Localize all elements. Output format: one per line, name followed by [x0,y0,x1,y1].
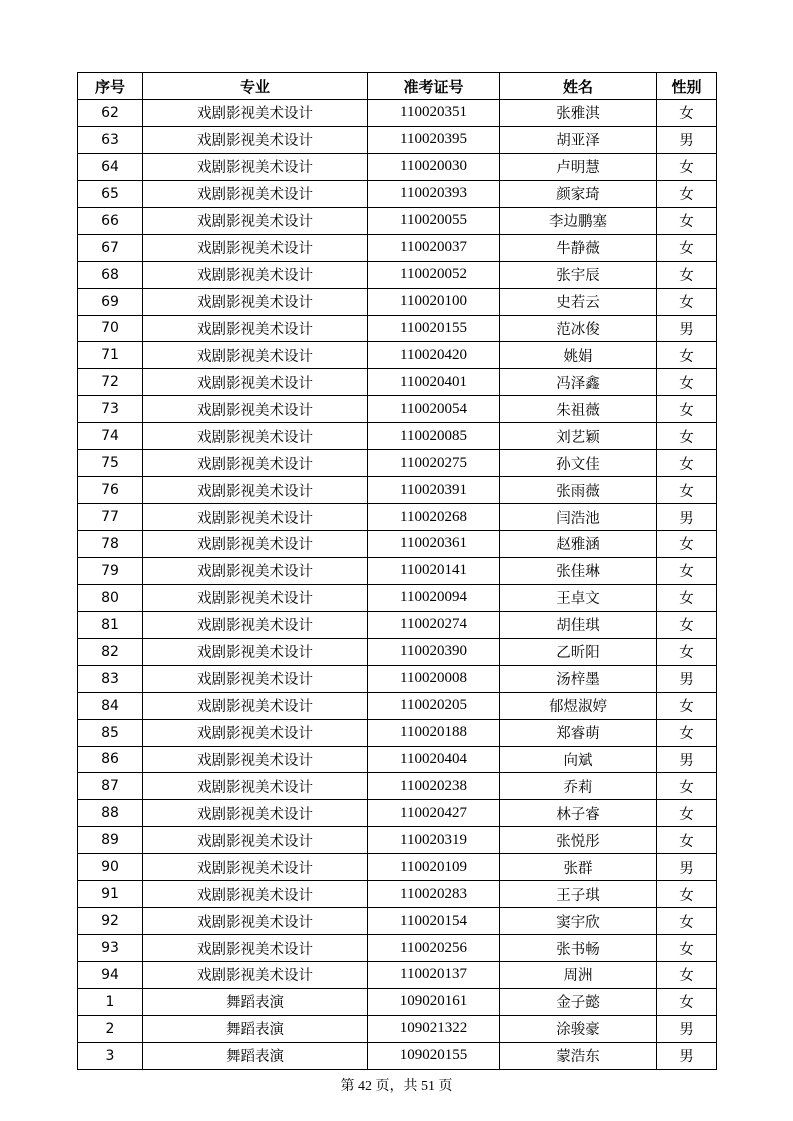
cell-index: 91 [78,881,143,908]
cell-major: 戏剧影视美术设计 [143,908,368,935]
cell-gender: 女 [657,935,717,962]
cell-index: 82 [78,638,143,665]
cell-name: 张宇辰 [500,261,657,288]
cell-name: 张书畅 [500,935,657,962]
cell-gender: 女 [657,450,717,477]
cell-name: 范冰俊 [500,315,657,342]
cell-index: 79 [78,557,143,584]
cell-name: 张雅淇 [500,100,657,127]
cell-major: 戏剧影视美术设计 [143,584,368,611]
cell-index: 67 [78,234,143,261]
cell-index: 87 [78,773,143,800]
cell-name: 蒙浩东 [500,1042,657,1069]
cell-major: 戏剧影视美术设计 [143,234,368,261]
cell-name: 史若云 [500,288,657,315]
cell-major: 戏剧影视美术设计 [143,261,368,288]
cell-gender: 男 [657,315,717,342]
table-row [78,692,717,719]
cell-gender: 女 [657,719,717,746]
cell-index: 69 [78,288,143,315]
table-row [78,531,717,558]
cell-exam-number: 110020154 [368,908,500,935]
cell-index: 86 [78,746,143,773]
table-row [78,100,717,127]
cell-name: 姚娟 [500,342,657,369]
cell-major: 戏剧影视美术设计 [143,611,368,638]
cell-index: 70 [78,315,143,342]
cell-index: 74 [78,423,143,450]
page-number-footer: 第 42 页，共 51 页 [340,1079,453,1094]
table-row [78,126,717,153]
cell-major: 戏剧影视美术设计 [143,665,368,692]
cell-exam-number: 110020390 [368,638,500,665]
cell-name: 乔莉 [500,773,657,800]
cell-exam-number: 110020008 [368,665,500,692]
cell-gender: 男 [657,854,717,881]
cell-gender: 女 [657,342,717,369]
table-row [78,207,717,234]
cell-name: 孙文佳 [500,450,657,477]
cell-exam-number: 109020161 [368,988,500,1015]
table-row [78,369,717,396]
cell-major: 戏剧影视美术设计 [143,207,368,234]
cell-major: 戏剧影视美术设计 [143,369,368,396]
cell-major: 戏剧影视美术设计 [143,531,368,558]
cell-index: 78 [78,531,143,558]
cell-name: 李边鹏塞 [500,207,657,234]
cell-name: 牛静薇 [500,234,657,261]
cell-gender: 男 [657,1015,717,1042]
cell-gender: 女 [657,234,717,261]
cell-name: 乙昕阳 [500,638,657,665]
cell-index: 68 [78,261,143,288]
cell-major: 戏剧影视美术设计 [143,800,368,827]
table-row [78,665,717,692]
cell-index: 66 [78,207,143,234]
cell-exam-number: 110020137 [368,962,500,989]
cell-exam-number: 109021322 [368,1015,500,1042]
cell-index: 80 [78,584,143,611]
cell-gender: 男 [657,126,717,153]
cell-name: 张悦彤 [500,827,657,854]
table-row [78,638,717,665]
cell-name: 颜家琦 [500,180,657,207]
cell-exam-number: 110020395 [368,126,500,153]
table-row [78,180,717,207]
cell-exam-number: 110020427 [368,800,500,827]
table-row [78,746,717,773]
cell-exam-number: 110020404 [368,746,500,773]
cell-gender: 女 [657,180,717,207]
header-name: 姓名 [500,73,657,100]
cell-exam-number: 110020420 [368,342,500,369]
cell-index: 75 [78,450,143,477]
cell-exam-number: 110020268 [368,504,500,531]
cell-gender: 男 [657,665,717,692]
cell-gender: 女 [657,692,717,719]
cell-index: 94 [78,962,143,989]
cell-name: 王卓文 [500,584,657,611]
cell-exam-number: 110020188 [368,719,500,746]
table-row [78,1042,717,1069]
cell-gender: 女 [657,100,717,127]
cell-exam-number: 110020238 [368,773,500,800]
cell-name: 卢明慧 [500,153,657,180]
candidate-list-table-wrapper [77,72,716,1070]
table-row [78,881,717,908]
cell-gender: 女 [657,153,717,180]
cell-name: 张群 [500,854,657,881]
cell-exam-number: 110020391 [368,477,500,504]
cell-exam-number: 110020393 [368,180,500,207]
cell-name: 王子琪 [500,881,657,908]
cell-name: 窦宇欣 [500,908,657,935]
cell-exam-number: 110020274 [368,611,500,638]
cell-major: 舞蹈表演 [143,1042,368,1069]
cell-major: 戏剧影视美术设计 [143,719,368,746]
cell-exam-number: 110020100 [368,288,500,315]
cell-major: 舞蹈表演 [143,1015,368,1042]
cell-name: 涂骏豪 [500,1015,657,1042]
header-gender: 性别 [657,73,717,100]
cell-exam-number: 110020361 [368,531,500,558]
cell-index: 90 [78,854,143,881]
header-major: 专业 [143,73,368,100]
cell-name: 林子睿 [500,800,657,827]
cell-major: 戏剧影视美术设计 [143,827,368,854]
cell-exam-number: 110020030 [368,153,500,180]
cell-major: 戏剧影视美术设计 [143,423,368,450]
table-row [78,719,717,746]
table-row [78,153,717,180]
cell-exam-number: 109020155 [368,1042,500,1069]
cell-gender: 女 [657,207,717,234]
cell-exam-number: 110020155 [368,315,500,342]
table-row [78,800,717,827]
cell-index: 84 [78,692,143,719]
table-row [78,908,717,935]
cell-major: 戏剧影视美术设计 [143,342,368,369]
cell-gender: 女 [657,638,717,665]
table-row [78,261,717,288]
cell-index: 72 [78,369,143,396]
table-row [78,450,717,477]
table-row [78,234,717,261]
cell-major: 戏剧影视美术设计 [143,638,368,665]
cell-name: 金子懿 [500,988,657,1015]
cell-gender: 女 [657,396,717,423]
cell-name: 闫浩池 [500,504,657,531]
cell-name: 郑睿萌 [500,719,657,746]
cell-gender: 女 [657,584,717,611]
cell-exam-number: 110020094 [368,584,500,611]
cell-name: 汤梓墨 [500,665,657,692]
cell-exam-number: 110020109 [368,854,500,881]
cell-exam-number: 110020275 [368,450,500,477]
cell-major: 戏剧影视美术设计 [143,288,368,315]
cell-major: 戏剧影视美术设计 [143,153,368,180]
cell-major: 戏剧影视美术设计 [143,450,368,477]
cell-major: 戏剧影视美术设计 [143,126,368,153]
table-row [78,611,717,638]
cell-gender: 男 [657,504,717,531]
cell-exam-number: 110020351 [368,100,500,127]
cell-gender: 女 [657,962,717,989]
cell-exam-number: 110020283 [368,881,500,908]
cell-name: 胡亚泽 [500,126,657,153]
table-row [78,962,717,989]
table-header-row [78,73,717,100]
cell-major: 戏剧影视美术设计 [143,504,368,531]
cell-index: 88 [78,800,143,827]
cell-major: 戏剧影视美术设计 [143,477,368,504]
table-row [78,315,717,342]
cell-exam-number: 110020205 [368,692,500,719]
cell-index: 71 [78,342,143,369]
cell-major: 舞蹈表演 [143,988,368,1015]
header-index: 序号 [78,73,143,100]
cell-gender: 女 [657,773,717,800]
cell-name: 郁煜淑婷 [500,692,657,719]
cell-index: 1 [78,988,143,1015]
cell-gender: 女 [657,988,717,1015]
cell-index: 93 [78,935,143,962]
cell-exam-number: 110020141 [368,557,500,584]
cell-major: 戏剧影视美术设计 [143,100,368,127]
cell-major: 戏剧影视美术设计 [143,935,368,962]
table-row [78,935,717,962]
cell-major: 戏剧影视美术设计 [143,180,368,207]
cell-major: 戏剧影视美术设计 [143,746,368,773]
table-body [78,100,717,1070]
cell-index: 89 [78,827,143,854]
cell-major: 戏剧影视美术设计 [143,315,368,342]
cell-major: 戏剧影视美术设计 [143,854,368,881]
cell-index: 76 [78,477,143,504]
cell-exam-number: 110020085 [368,423,500,450]
cell-gender: 女 [657,827,717,854]
table-row [78,827,717,854]
cell-name: 刘艺颖 [500,423,657,450]
table-row [78,557,717,584]
cell-major: 戏剧影视美术设计 [143,692,368,719]
cell-index: 85 [78,719,143,746]
cell-exam-number: 110020256 [368,935,500,962]
cell-major: 戏剧影视美术设计 [143,773,368,800]
table-row [78,504,717,531]
table-row [78,342,717,369]
cell-gender: 女 [657,423,717,450]
cell-index: 2 [78,1015,143,1042]
cell-name: 张佳琳 [500,557,657,584]
cell-gender: 男 [657,1042,717,1069]
cell-exam-number: 110020037 [368,234,500,261]
table-row [78,1015,717,1042]
cell-gender: 女 [657,369,717,396]
table-row [78,288,717,315]
cell-gender: 女 [657,261,717,288]
cell-index: 64 [78,153,143,180]
cell-index: 62 [78,100,143,127]
cell-name: 朱祖薇 [500,396,657,423]
table-row [78,396,717,423]
table-row [78,773,717,800]
candidate-list-table [77,72,717,1070]
cell-major: 戏剧影视美术设计 [143,881,368,908]
cell-index: 92 [78,908,143,935]
cell-gender: 女 [657,881,717,908]
cell-index: 81 [78,611,143,638]
cell-exam-number: 110020401 [368,369,500,396]
cell-name: 赵雅涵 [500,531,657,558]
cell-gender: 女 [657,908,717,935]
cell-major: 戏剧影视美术设计 [143,396,368,423]
cell-exam-number: 110020319 [368,827,500,854]
cell-gender: 男 [657,746,717,773]
cell-name: 张雨薇 [500,477,657,504]
table-row [78,854,717,881]
cell-gender: 女 [657,611,717,638]
cell-gender: 女 [657,800,717,827]
cell-index: 65 [78,180,143,207]
cell-exam-number: 110020054 [368,396,500,423]
cell-index: 77 [78,504,143,531]
table-row [78,477,717,504]
cell-index: 73 [78,396,143,423]
cell-name: 向斌 [500,746,657,773]
cell-name: 冯泽鑫 [500,369,657,396]
cell-exam-number: 110020055 [368,207,500,234]
cell-major: 戏剧影视美术设计 [143,962,368,989]
table-row [78,423,717,450]
table-row [78,988,717,1015]
cell-index: 83 [78,665,143,692]
cell-gender: 女 [657,288,717,315]
cell-gender: 女 [657,531,717,558]
cell-gender: 女 [657,477,717,504]
cell-index: 63 [78,126,143,153]
cell-gender: 女 [657,557,717,584]
cell-name: 周洲 [500,962,657,989]
cell-index: 3 [78,1042,143,1069]
cell-name: 胡佳琪 [500,611,657,638]
cell-exam-number: 110020052 [368,261,500,288]
table-row [78,584,717,611]
header-exam-number: 准考证号 [368,73,500,100]
cell-major: 戏剧影视美术设计 [143,557,368,584]
